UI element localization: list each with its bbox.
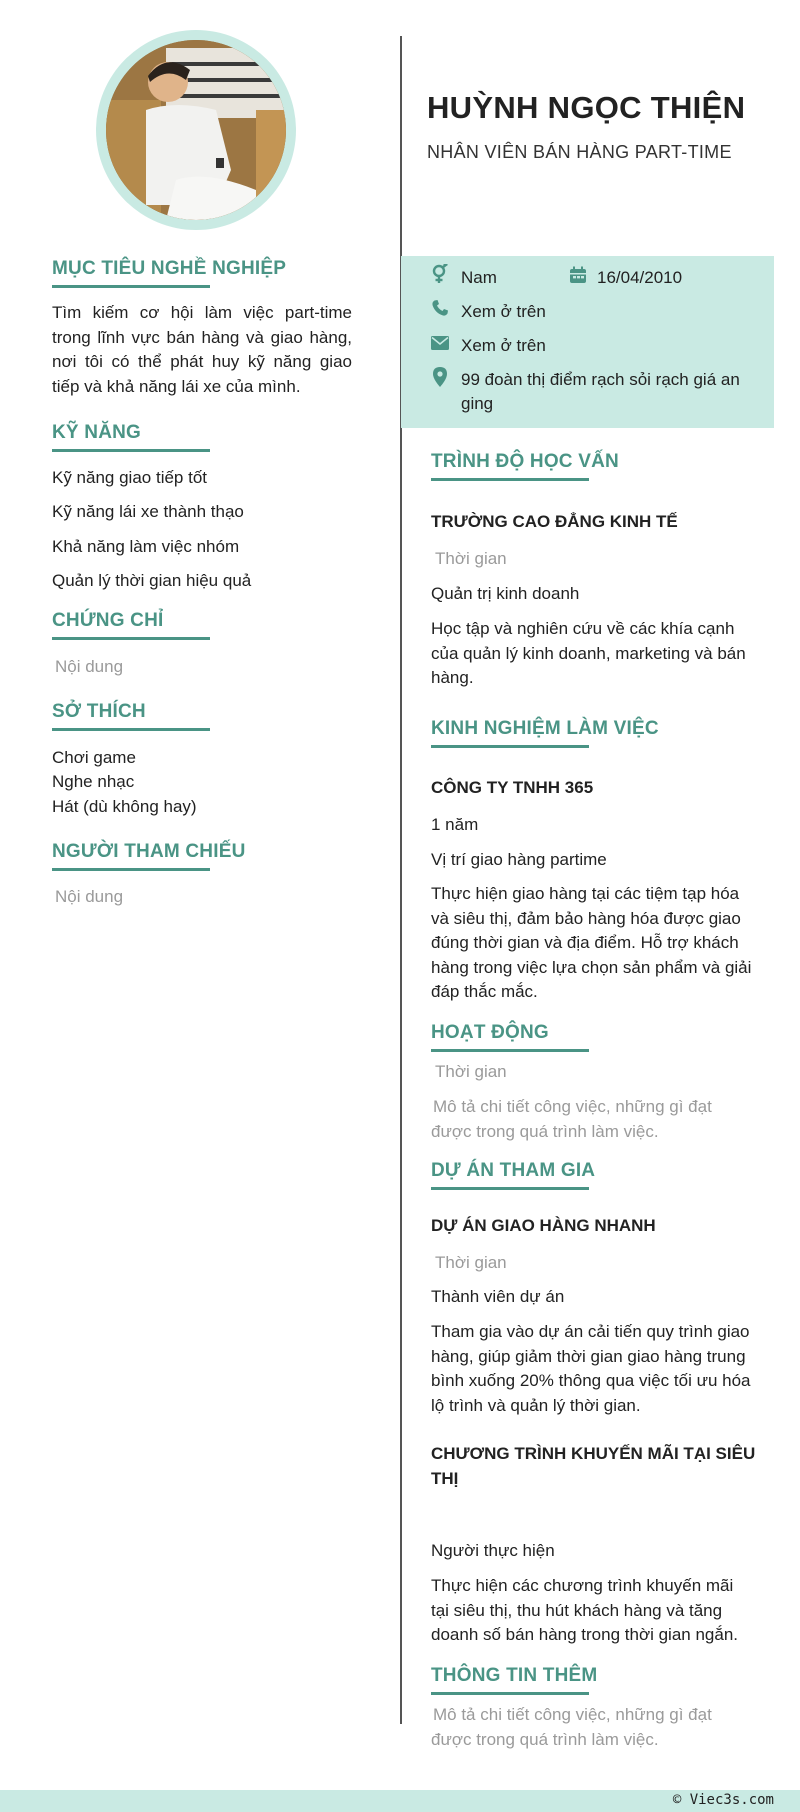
contact-birthday: 16/04/2010 xyxy=(597,268,683,287)
section-underline xyxy=(431,745,589,748)
avatar-photo-icon xyxy=(106,40,286,220)
hobbies-section xyxy=(52,701,352,731)
skill-item: Khả năng làm việc nhóm xyxy=(52,537,240,556)
footer-bar xyxy=(0,1790,800,1812)
watermark: © Viec3s.com xyxy=(672,1792,774,1808)
education-time-placeholder: Thời gian xyxy=(435,549,507,568)
candidate-name: HUỲNH NGỌC THIỆN xyxy=(427,90,746,125)
skill-item: Quản lý thời gian hiệu quả xyxy=(52,571,252,590)
experience-position: Vị trí giao hàng partime xyxy=(431,850,607,869)
education-description: Học tập và nghiên cứu về các khía cạnh của quản lý kinh doanh, marketing và bán hàng. xyxy=(431,619,746,687)
projects-title: DỰ ÁN THAM GIA xyxy=(431,1160,596,1181)
skill-item: Kỹ năng giao tiếp tốt xyxy=(52,468,208,487)
contact-phone: Xem ở trên xyxy=(461,302,546,321)
contact-address-line2: ging xyxy=(461,394,494,413)
education-major: Quản trị kinh doanh xyxy=(431,584,580,603)
project-time-placeholder: Thời gian xyxy=(435,1253,507,1272)
projects-section xyxy=(431,1160,595,1190)
section-underline xyxy=(52,285,210,288)
certificates-placeholder: Nội dung xyxy=(55,657,124,676)
certificates-section xyxy=(52,610,352,640)
hobby-item: Hát (dù không hay) xyxy=(52,797,197,816)
project-description: Tham gia vào dự án cải tiến quy trình giao hàng, giúp giảm thời gian giao hàng trung bình xuống 20% thông qua việc tối ưu hóa lộ trình và quản lý thời gian. xyxy=(431,1322,751,1415)
hobby-item: Chơi game xyxy=(52,748,136,767)
section-underline xyxy=(52,868,210,871)
contact-panel xyxy=(401,256,774,428)
activities-description-placeholder: Mô tả chi tiết công việc, những gì đạt được trong quá trình làm việc. xyxy=(431,1097,712,1141)
section-underline xyxy=(52,449,210,452)
references-title: NGƯỜI THAM CHIẾU xyxy=(52,841,246,862)
experience-company: CÔNG TY TNHH 365 xyxy=(431,778,594,797)
activities-section xyxy=(431,1022,589,1052)
section-underline xyxy=(431,478,589,481)
skills-title: KỸ NĂNG xyxy=(52,422,142,443)
experience-section xyxy=(431,718,659,748)
phone-icon xyxy=(431,299,449,322)
experience-description: Thực hiện giao hàng tại các tiệm tạp hóa và siêu thị, đảm bảo hàng hóa được giao đúng thời gian và địa điểm. Hỗ trợ khách hàng trong việc lựa chọn sản phẩm và giải đáp thắc mắc. xyxy=(431,884,752,1001)
additional-info-section xyxy=(431,1665,597,1695)
section-underline xyxy=(52,637,210,640)
section-underline xyxy=(52,728,210,731)
project-name: CHƯƠNG TRÌNH KHUYẾN MÃI TẠI SIÊU THỊ xyxy=(431,1444,756,1488)
project-name: DỰ ÁN GIAO HÀNG NHANH xyxy=(431,1216,656,1235)
section-underline xyxy=(431,1692,589,1695)
additional-info-placeholder: Mô tả chi tiết công việc, những gì đạt được trong quá trình làm việc. xyxy=(431,1705,712,1749)
avatar xyxy=(106,40,286,220)
education-title: TRÌNH ĐỘ HỌC VẤN xyxy=(431,451,619,472)
objective-section xyxy=(52,258,352,288)
activities-time-placeholder: Thời gian xyxy=(435,1062,507,1081)
experience-title: KINH NGHIỆM LÀM VIỆC xyxy=(431,718,659,739)
calendar-icon xyxy=(569,266,587,289)
project-role: Người thực hiện xyxy=(431,1541,555,1560)
objective-text: Tìm kiếm cơ hội làm việc part-time trong lĩnh vực bán hàng và giao hàng, nơi tôi có thể phát huy kỹ năng giao tiếp và khả năng lái xe của mình. xyxy=(52,303,352,396)
gender-icon xyxy=(431,264,449,289)
education-section xyxy=(431,451,619,481)
activities-title: HOẠT ĐỘNG xyxy=(431,1022,549,1043)
additional-info-title: THÔNG TIN THÊM xyxy=(431,1665,598,1686)
certificates-title: CHỨNG CHỈ xyxy=(52,610,164,631)
skill-item: Kỹ năng lái xe thành thạo xyxy=(52,502,244,521)
project-description: Thực hiện các chương trình khuyến mãi tại siêu thị, thu hút khách hàng và tăng doanh số bán hàng trong thời gian ngắn. xyxy=(431,1576,739,1644)
hobbies-title: SỞ THÍCH xyxy=(52,701,146,722)
project-role: Thành viên dự án xyxy=(431,1287,565,1306)
location-pin-icon xyxy=(433,367,447,392)
contact-email: Xem ở trên xyxy=(461,336,546,355)
contact-gender: Nam xyxy=(461,268,497,287)
skills-section xyxy=(52,422,352,452)
experience-duration: 1 năm xyxy=(431,815,479,834)
references-section xyxy=(52,841,352,871)
hobby-item: Nghe nhạc xyxy=(52,772,135,791)
contact-address-line1: 99 đoàn thị điểm rạch sỏi rạch giá an xyxy=(461,370,740,389)
education-school: TRƯỜNG CAO ĐẲNG KINH TẾ xyxy=(431,512,678,531)
objective-title: MỤC TIÊU NGHỀ NGHIỆP xyxy=(52,258,287,279)
section-underline xyxy=(431,1187,589,1190)
candidate-job-title: NHÂN VIÊN BÁN HÀNG PART-TIME xyxy=(427,142,732,162)
section-underline xyxy=(431,1049,589,1052)
avatar-ring xyxy=(96,30,296,230)
email-icon xyxy=(431,336,449,355)
references-placeholder: Nội dung xyxy=(55,887,124,906)
